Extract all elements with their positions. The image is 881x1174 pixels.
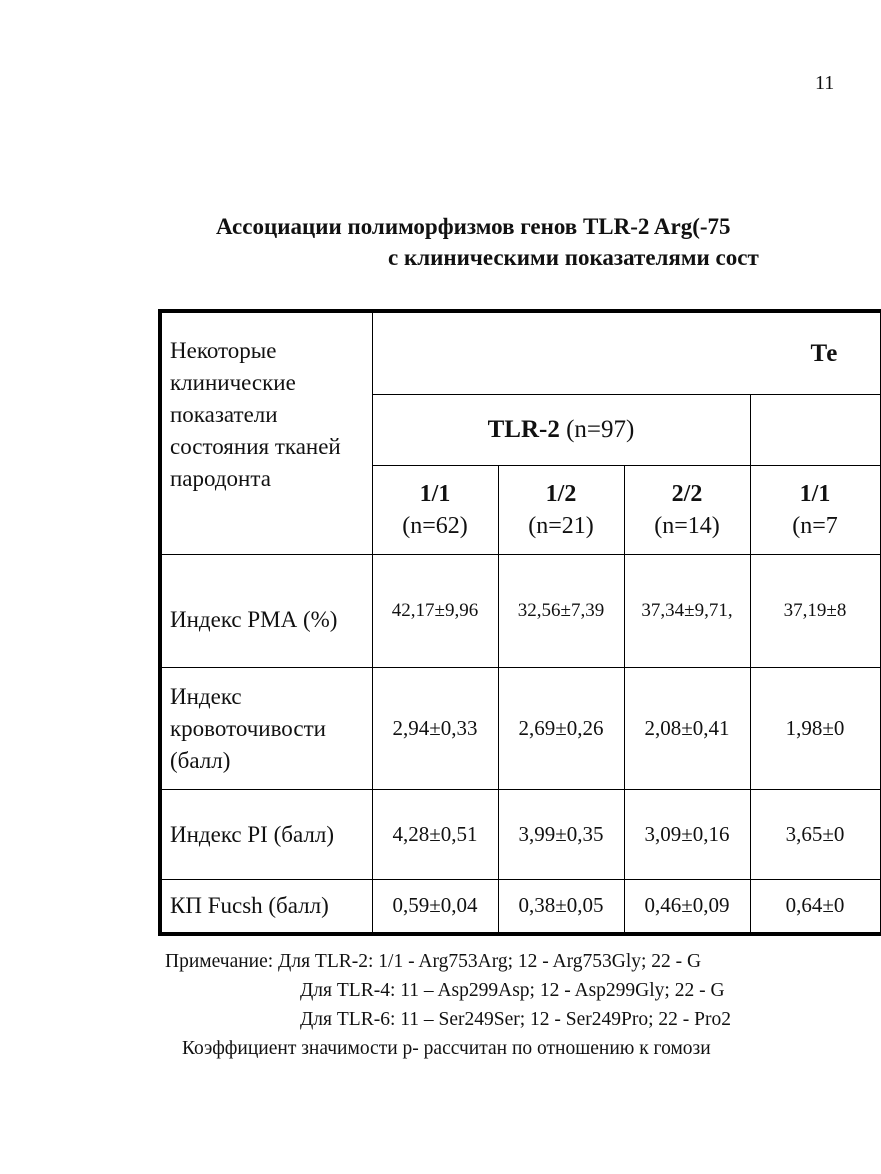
table-cell: 2,08±0,41 (624, 668, 750, 790)
group-name: TLR-2 (487, 416, 560, 443)
table-cell: 3,65±0 (750, 790, 880, 880)
table-cell: 4,28±0,51 (372, 790, 498, 880)
genotype-label: 1/1 (419, 481, 451, 507)
genotype-count: (n=14) (654, 513, 720, 539)
table-cell: 0,38±0,05 (498, 880, 624, 934)
genotype-label: 1/1 (799, 481, 831, 507)
top-header: Те (372, 311, 880, 395)
page-number: 11 (815, 72, 835, 94)
table-cell: 2,69±0,26 (498, 668, 624, 790)
table-cell: 37,19±8 (750, 555, 880, 668)
genotype-count: (n=7 (792, 513, 838, 539)
table-cell: 1,98±0 (750, 668, 880, 790)
genotype-count: (n=21) (528, 513, 594, 539)
row-header: Индекс PI (балл) (160, 790, 372, 880)
table-cell: 42,17±9,96 (372, 555, 498, 668)
note-line: Коэффициент значимости р- рассчитан по отношению к гомози (182, 1038, 711, 1059)
genotype-header (750, 466, 880, 555)
table-cell: 32,56±7,39 (498, 555, 624, 668)
genotype-header (372, 466, 498, 555)
title-line-2: с клиническими показателями сост (388, 245, 759, 270)
genotype-label: 2/2 (671, 481, 703, 507)
table-cell: 3,09±0,16 (624, 790, 750, 880)
group-count: (n=97) (566, 416, 635, 443)
corner-header: Некоторые клинические показатели состояния тканей пародонта (160, 311, 372, 555)
row-header: Индекс кровоточивости (балл) (160, 668, 372, 790)
genotype-header (498, 466, 624, 555)
table-cell: 0,64±0 (750, 880, 880, 934)
group-header-tlr2 (372, 395, 750, 466)
table-cell: 2,94±0,33 (372, 668, 498, 790)
row-header: КП Fucsh (балл) (160, 880, 372, 934)
data-table-wrapper (158, 309, 881, 936)
group-header-next (750, 395, 880, 466)
note-line: Для TLR-6: 11 – Ser249Ser; 12 - Ser249Pro; 22 - Pro2 (300, 1009, 731, 1030)
genotype-header (624, 466, 750, 555)
note-line: Примечание: Для TLR-2: 1/1 - Arg753Arg; 12 - Arg753Gly; 22 - G (165, 951, 702, 972)
genotype-label: 1/2 (545, 481, 577, 507)
table-cell: 3,99±0,35 (498, 790, 624, 880)
data-table (158, 309, 881, 936)
title-line-1: Ассоциации полиморфизмов генов TLR-2 Arg(-75 (216, 214, 731, 239)
genotype-count: (n=62) (402, 513, 468, 539)
row-header: Индекс РМА (%) (160, 555, 372, 668)
table-cell: 0,59±0,04 (372, 880, 498, 934)
note-line: Для TLR-4: 11 – Asp299Asp; 12 - Asp299Gly; 22 - G (300, 980, 725, 1001)
table-cell: 37,34±9,71, (624, 555, 750, 668)
table-cell: 0,46±0,09 (624, 880, 750, 934)
